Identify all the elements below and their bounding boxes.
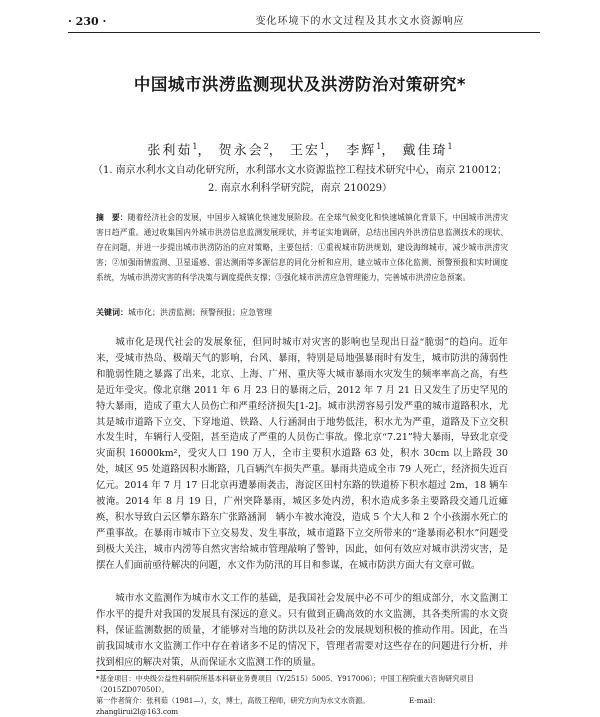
author-separator: ， [381,143,397,159]
body-paragraph-1 [96,335,508,574]
author-name: 戴佳琦 [402,143,448,159]
page-number: · 230 · [68,15,107,28]
author-separator: ， [268,143,284,159]
journal-title: 变化环境下的水文过程及其水文水资源响应 [255,16,465,27]
footnote-author-bio: 第一作者简介：张利茹（1981—），女，博士，高级工程师，研究方向为水文水资源。 E-mail：zhanglirui2l@163.com [96,696,440,716]
body-paragraph-2 [96,591,508,671]
footnotes [96,673,516,717]
footnote-rule [96,670,292,671]
author-separator: ， [325,143,341,159]
author-name: 李辉 [346,143,377,159]
keywords [96,305,508,320]
author-affil-mark: 1 [447,142,453,151]
author-name: 贺永会 [218,143,264,159]
abstract-text: 随着经济社会的发展，中国步入城镇化快速发展阶段。在全球气候变化和快速城镇化背景下，中国城市洪涝灾害日趋严重。通过收集国内外城市洪涝信息监测发展现状，并考证实地调研，总结出国内外洪涝信息监测技术的现状、存在问题，并进一步提出城市洪涝防治的应对策略，主要包括：①重视城市防洪规划，建设海绵城市，减少城市洪涝灾害；②加强雨情监测、卫星遥感、雷达测雨等多源信息的同化分析和应用，建立城市立体化监测、预警预报和实时调度系统，为城市洪涝灾害的科学决策与调度提供支撑；③强化城市洪涝应急管理能力，完善城市洪涝应急预案。 [96,213,508,282]
paragraph-text: 城市水文监测作为城市水文工作的基础，是我国社会发展中必不可少的组成部分，水文监测工作水平的提升对我国的发展具有深远的意义。只有做到正确高效的水文监测，其各类所需的水文资料，保证监测数据的质量，才能够对当地的防洪以及社会的发展规划积极的推动作用。因此，在当前我国城市水文监测工作中存在着诸多不足的情况下，管理者需要对这些存在的问题进行分析，并找到相应的解决对策，从而保证水文监测工作的质量。 [96,593,508,668]
author-separator: ， [197,143,213,159]
author-name: 张利茹 [147,143,193,159]
abstract-label: 摘 要： [96,213,128,222]
author-name: 王宏 [289,143,320,159]
affiliation-2: 2. 南京水利科学研究院，南京 210029） [207,183,393,194]
author-affil-mark: 2 [263,142,269,151]
keywords-label: 关键词： [96,307,128,317]
author-affil-mark: 1 [376,142,382,151]
paper-title: 中国城市洪涝监测现状及洪涝防治对策研究* [133,75,467,94]
affiliation-1: （1. 南京水利水文自动化研究所，水利部水文水资源监控工程技术研究中心，南京 210012； [92,165,508,176]
footnote-funding: *基金项目：中央级公益性科研院所基本科研业务费项目（Y/2515）5005、Y917006）；中国工程院重大咨询研究项目（2015ZD07050I）。 [96,674,474,694]
paragraph-text: 城市化是现代社会的发展象征，但同时城市对灾害的影响也呈现出日益“脆弱”的趋向。近年来，受城市热岛、极端天气的影响，台风、暴雨，特别是局地强暴雨时有发生，城市防洪的薄弱性和脆弱性随之暴露了出来，北京、上海、广州、重庆等大城市暴雨水灾发生的频率率高之高，有些是近年受灾。像北京继 2011 年 6 月 23 日的暴雨之后，2012 年 7 月 21 日又发生了历史罕见的特大暴雨，造成了重大人员伤亡和严重经济损失[1-2]。城市洪涝容易引发严重的城市道路积水，尤其是城市道路下立交、下穿地道、铁路、人行涵洞由于地势低洼，积水尤为严重，道路及下立交积水发生时，车辆行人受阻，甚至造成了严重的人员伤亡事故。像北京“7.21”特大暴雨，导致北京受灾面积 16000km²，受灾人口 190 万人，全市主要积水道路 63 处，积水 30cm 以上路段 30 处，城区 95 处道路因积水断路，几百辆汽车损失严重。暴雨共造成全市 79 人死亡，经济损失近百亿元。2014 年 7 月 17 日北京再遭暴雨袭击，海淀区田村东路的铁道桥下积水超过 2m，18 辆车被淹。2014 年 8 月 19 日，广州突降暴雨，城区多处内涝，积水造成多条主要路段交通几近瘫痪，积水导致白云区攀东路东广张路涵洞 辆小车被水淹没，造成 5 个大人和 2 个小孩溺水死亡的严重事故。在暴雨市城市下立交易发、发生事故，城市道路下立交所带来的“逢暴雨必积水”问题受到极大关注，城市内涝等自然灾害给城市管理敲响了警钟，因此，如何有效应对城市洪涝灾害，是摆在人们面前亟待解决的问题，水文作为防汛的耳目和参谋，在城市防洪方面大有文章可做。 [96,337,508,571]
author-affil-mark: 1 [319,142,326,151]
author-affil-mark: 1 [192,142,198,151]
keywords-text: 城市化；洪涝监测；预警预报；应急管理 [128,308,272,317]
author-list [40,138,560,160]
abstract [96,210,508,285]
running-header [68,14,540,33]
